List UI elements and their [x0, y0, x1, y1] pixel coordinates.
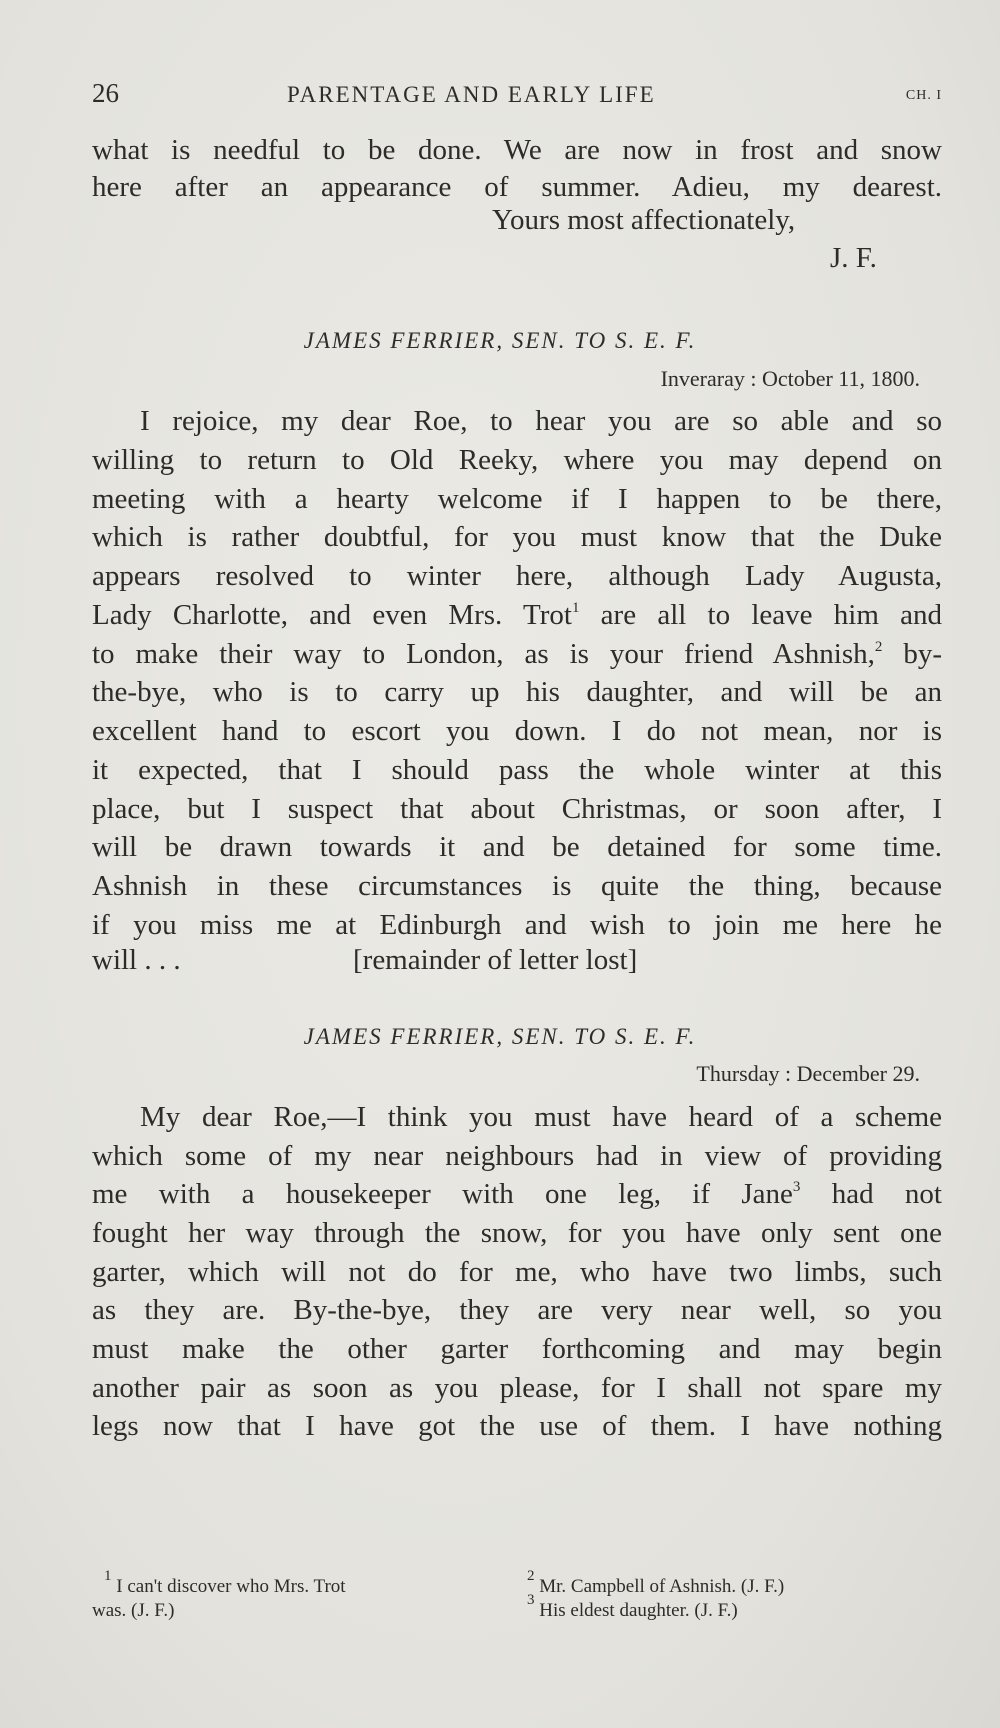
- body-line-start: will . . .: [92, 944, 181, 976]
- footnotes: [92, 1568, 942, 1655]
- footnote-mark: 1: [104, 1568, 112, 1584]
- footnote-ref[interactable]: 3: [792, 1179, 801, 1195]
- body-line: here after an appearance of summer. Adieu, my dearest.: [92, 171, 942, 203]
- body-line: meeting with a hearty welcome if I happen to be there,: [92, 483, 942, 515]
- footnote-2: [527, 1568, 942, 1599]
- body-line: must make the other garter forthcoming and may begin: [92, 1333, 942, 1365]
- body-line: it expected, that I should pass the whole winter at this: [92, 754, 942, 786]
- footnote-3: [527, 1592, 942, 1623]
- footnote-text: I can't discover who Mrs. Trot: [116, 1576, 346, 1597]
- body-line: willing to return to Old Reeky, where you may depend on: [92, 444, 942, 476]
- body-line: to make their way to London, as is your friend Ashnish,$^2$ by-: [92, 638, 942, 670]
- letter-heading: JAMES FERRIER, SEN. TO S. E. F.: [303, 1024, 697, 1049]
- body-line: Ashnish in these circumstances is quite the thing, because: [92, 870, 942, 902]
- body-line: another pair as soon as you please, for I shall not spare my: [92, 1372, 942, 1404]
- footnote-text: Mr. Campbell of Ashnish. (J. F.): [539, 1576, 785, 1597]
- running-head: [92, 78, 942, 118]
- footnotes-right: [527, 1568, 942, 1623]
- body-line: Lady Charlotte, and even Mrs. Trot$^1$ are all to leave him and: [92, 599, 942, 631]
- letter-dateline: Thursday : December 29.: [696, 1061, 920, 1086]
- footnote-mark: 3: [527, 1592, 535, 1608]
- body-line: fought her way through the snow, for you have only sent one: [92, 1217, 942, 1249]
- body-line: will be drawn towards it and be detained for some time.: [92, 831, 942, 863]
- body-line: which is rather doubtful, for you must know that the Duke: [92, 521, 942, 553]
- body-line: if you miss me at Edinburgh and wish to join me here he: [92, 909, 942, 941]
- page-number: 26: [92, 78, 119, 108]
- footnote-mark: 2: [527, 1568, 535, 1584]
- body-line: appears resolved to winter here, although Lady Augusta,: [92, 560, 942, 592]
- running-title: PARENTAGE AND EARLY LIFE: [287, 82, 656, 107]
- editorial-note: [remainder of letter lost]: [353, 944, 638, 976]
- body-line: My dear Roe,—I think you must have heard of a scheme: [140, 1101, 942, 1133]
- footnote-text: was. (J. F.): [92, 1600, 175, 1621]
- footnote-1: [92, 1568, 497, 1623]
- body-line: what is needful to be done. We are now in frost and snow: [92, 134, 942, 166]
- footnote-ref[interactable]: 2: [874, 639, 883, 655]
- letter-dateline: Inveraray : October 11, 1800.: [660, 366, 920, 391]
- body-line: garter, which will not do for me, who have two limbs, such: [92, 1256, 942, 1288]
- body-line: as they are. By-the-bye, they are very near well, so you: [92, 1294, 942, 1326]
- body-line: which some of my near neighbours had in view of providing: [92, 1140, 942, 1172]
- letter-heading: JAMES FERRIER, SEN. TO S. E. F.: [303, 328, 697, 353]
- footnote-text: His eldest daughter. (J. F.): [539, 1600, 738, 1621]
- letter-closing: Yours most affectionately,: [492, 204, 796, 236]
- letter-signature: J. F.: [830, 242, 877, 274]
- chapter-mark: CH. I: [905, 88, 942, 103]
- body-line: legs now that I have got the use of them. I have nothing: [92, 1410, 942, 1442]
- body-line: excellent hand to escort you down. I do not mean, nor is: [92, 715, 942, 747]
- body-line: the-bye, who is to carry up his daughter, and will be an: [92, 676, 942, 708]
- footnote-ref[interactable]: 1: [571, 600, 580, 616]
- body-line: me with a housekeeper with one leg, if Jane$^3$ had not: [92, 1178, 942, 1210]
- body-line: I rejoice, my dear Roe, to hear you are so able and so: [140, 405, 942, 437]
- body-line: place, but I suspect that about Christmas, or soon after, I: [92, 793, 942, 825]
